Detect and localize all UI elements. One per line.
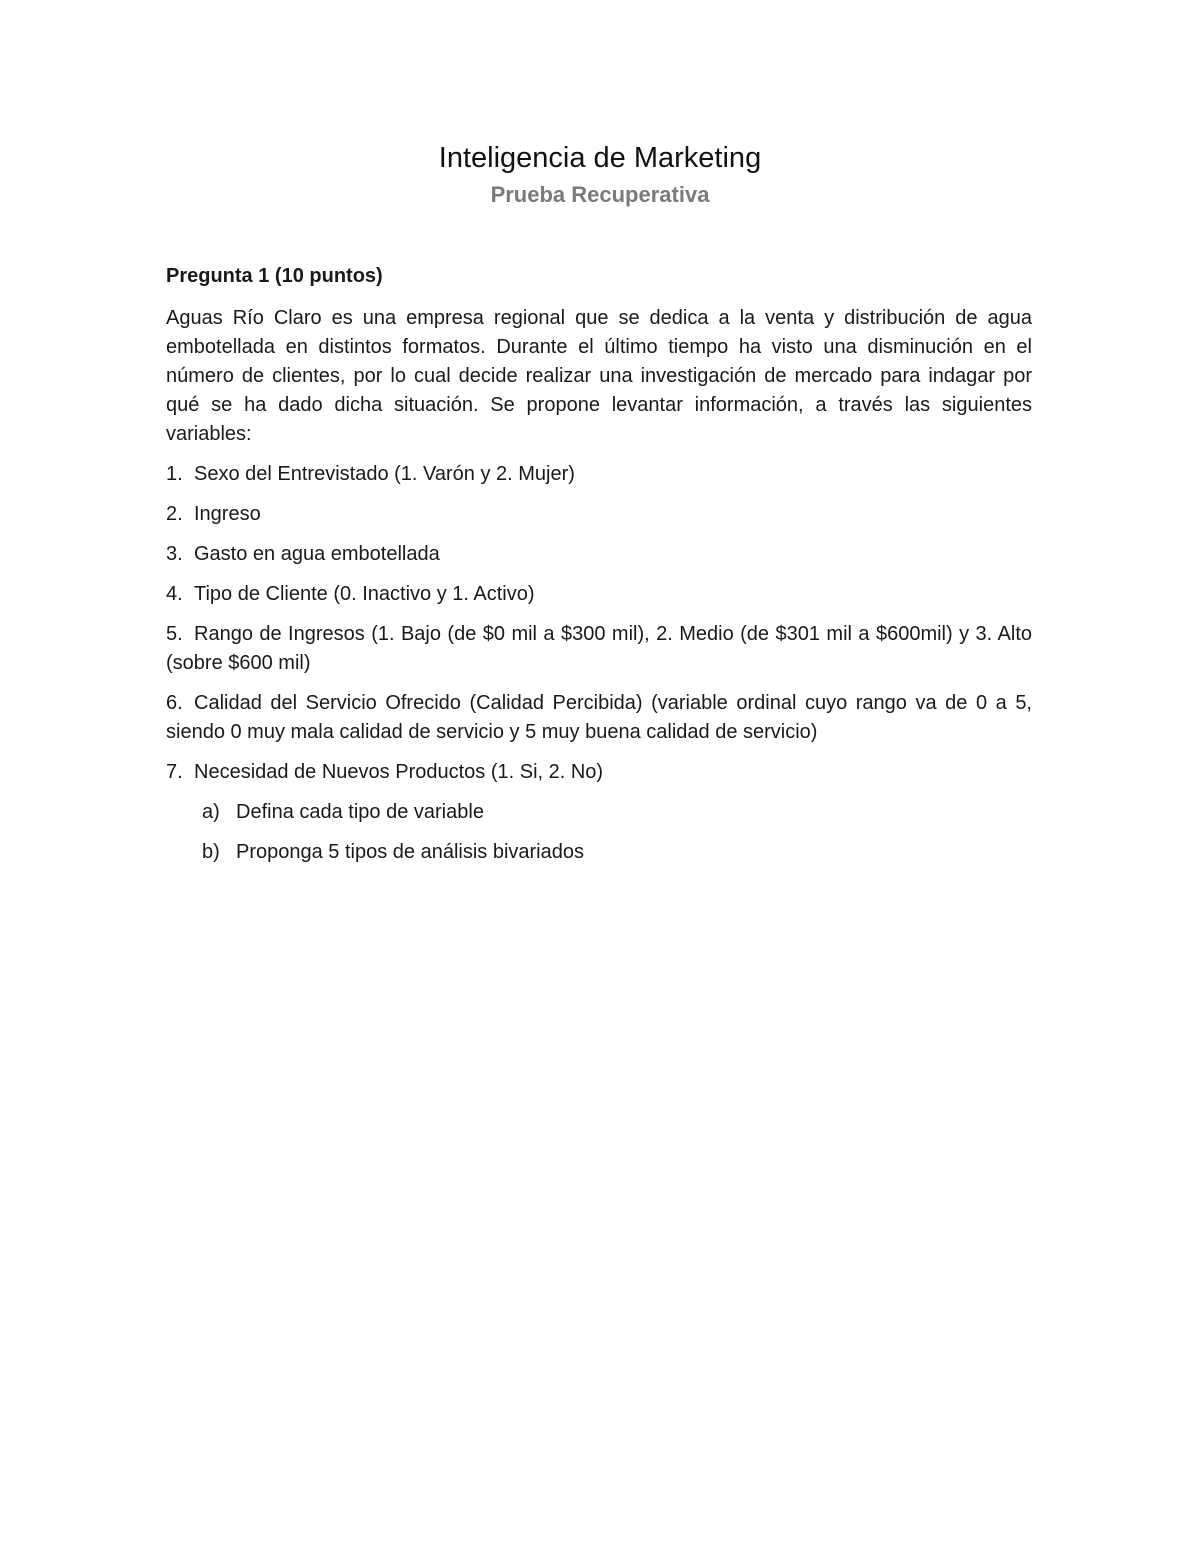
title-block	[0, 140, 1200, 210]
question-section	[166, 262, 1032, 878]
document-subtitle: Prueba Recuperativa	[490, 182, 710, 207]
list-item-number: 3.	[166, 543, 183, 565]
list-item-number: 1.	[166, 463, 183, 485]
list-item	[166, 500, 1032, 529]
task-letter: a)	[202, 801, 220, 823]
list-item-text: Gasto en agua embotellada	[194, 543, 440, 565]
list-item-text: Necesidad de Nuevos Productos (1. Si, 2. No)	[194, 761, 604, 783]
list-item-number: 6.	[166, 692, 183, 714]
list-item	[166, 689, 1032, 747]
task-text: Proponga 5 tipos de análisis bivariados	[236, 841, 584, 863]
task-item	[202, 838, 1032, 867]
list-item	[166, 758, 1032, 787]
list-item-text: Rango de Ingresos (1. Bajo (de $0 mil a $300 mil), 2. Medio (de $301 mil a $600mil) y 3. Alto (sobre $600 mil)	[166, 623, 1032, 674]
list-item	[166, 460, 1032, 489]
document-title: Inteligencia de Marketing	[438, 142, 762, 174]
list-item-text: Sexo del Entrevistado (1. Varón y 2. Mujer)	[194, 463, 575, 485]
task-letter: b)	[202, 841, 220, 863]
list-item-text: Calidad del Servicio Ofrecido (Calidad Percibida) (variable ordinal cuyo rango va de 0 a 5, siendo 0 muy mala calidad de servicio y 5 muy buena calidad de servicio)	[166, 692, 1032, 743]
list-item	[166, 540, 1032, 569]
list-item-number: 7.	[166, 761, 183, 783]
list-item-number: 2.	[166, 503, 183, 525]
task-list	[166, 798, 1032, 867]
list-item	[166, 620, 1032, 678]
list-item-number: 4.	[166, 583, 183, 605]
task-item	[202, 798, 1032, 827]
list-item-text: Tipo de Cliente (0. Inactivo y 1. Activo)	[194, 583, 535, 605]
list-item-text: Ingreso	[194, 503, 261, 525]
list-item-number: 5.	[166, 623, 183, 645]
question-heading: Pregunta 1 (10 puntos)	[166, 265, 383, 287]
task-text: Defina cada tipo de variable	[236, 801, 484, 823]
question-intro: Aguas Río Claro es una empresa regional que se dedica a la venta y distribución de agua embotellada en distintos formatos. Durante el último tiempo ha visto una disminución en el número de clientes, por lo cual decide realizar una investigación de mercado para indagar por qué se ha dado dicha situación. Se propone levantar información, a través las siguientes variables:	[166, 307, 1032, 445]
list-item	[166, 580, 1032, 609]
variable-list	[166, 460, 1032, 787]
